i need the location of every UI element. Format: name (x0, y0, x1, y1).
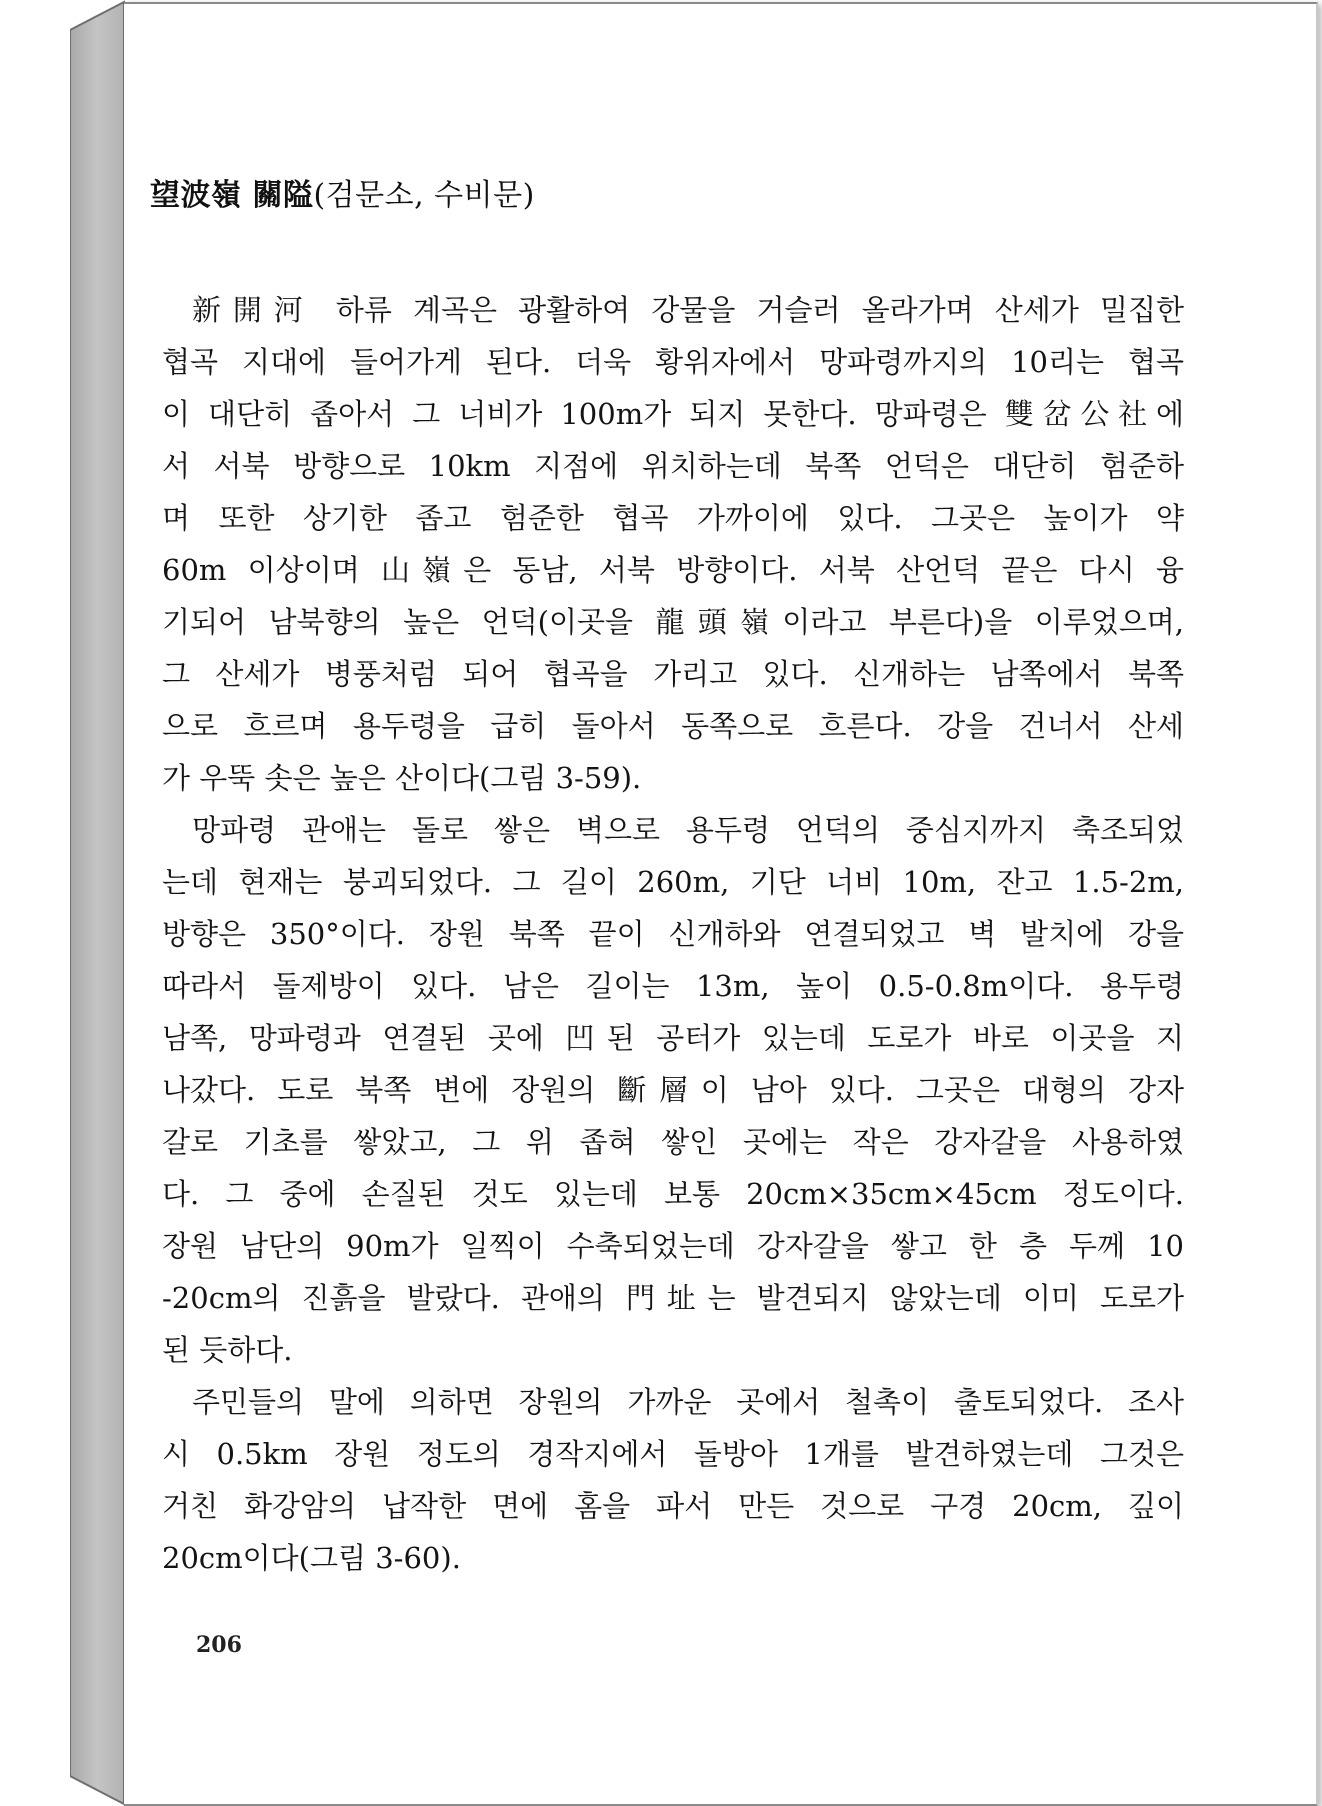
text-line: 방향은 350°이다. 장원 북쪽 끝이 신개하와 연결되었고 벽 발치에 강을 (162, 917, 1184, 951)
body-text (162, 284, 1184, 1584)
text-line: 된 듯하다. (162, 1333, 293, 1367)
text-line: 서 서북 방향으로 10km 지점에 위치하는데 북쪽 언덕은 대단히 험준하 (162, 449, 1184, 483)
text-line: 장원 남단의 90m가 일찍이 수축되었는데 강자갈을 쌓고 한 층 두께 10 (162, 1229, 1184, 1263)
text-line: 20cm이다(그림 3-60). (162, 1541, 461, 1575)
heading-hanja-title: 望波嶺 關隘 (150, 178, 314, 213)
text-line: 시 0.5km 장원 정도의 경작지에서 돌방아 1개를 발견하였는데 그것은 (162, 1437, 1184, 1471)
text-line: 60m 이상이며 山嶺은 동남, 서북 방향이다. 서북 산언덕 끝은 다시 융 (162, 553, 1184, 587)
page-number: 206 (196, 1632, 242, 1658)
text-line: 기되어 남북향의 높은 언덕(이곳을 龍頭嶺이라고 부른다)을 이루었으며, (162, 605, 1184, 639)
text-line: 며 또한 상기한 좁고 험준한 협곡 가까이에 있다. 그곳은 높이가 약 (162, 501, 1184, 535)
text-line: 이 대단히 좁아서 그 너비가 100m가 되지 못한다. 망파령은 雙岔公社에 (162, 397, 1184, 431)
text-line: -20cm의 진흙을 발랐다. 관애의 門址는 발견되지 않았는데 이미 도로가 (162, 1281, 1184, 1315)
text-line: 따라서 돌제방이 있다. 남은 길이는 13m, 높이 0.5-0.8m이다. 용두령 (162, 969, 1184, 1003)
text-line: 나갔다. 도로 북쪽 변에 장원의 斷層이 남아 있다. 그곳은 대형의 강자 (162, 1073, 1184, 1107)
book-spine (70, 0, 126, 1806)
text-line: 주민들의 말에 의하면 장원의 가까운 곳에서 철촉이 출토되었다. 조사 (192, 1385, 1184, 1419)
text-line: 망파령 관애는 돌로 쌓은 벽으로 용두령 언덕의 중심지까지 축조되었 (192, 813, 1184, 847)
paragraph (162, 1376, 1184, 1584)
text-line: 갈로 기초를 쌓았고, 그 위 좁혀 쌓인 곳에는 작은 강자갈을 사용하였 (162, 1125, 1184, 1159)
text-line: 그 산세가 병풍처럼 되어 협곡을 가리고 있다. 신개하는 남쪽에서 북쪽 (162, 657, 1184, 691)
text-line: 남쪽, 망파령과 연결된 곳에 凹된 공터가 있는데 도로가 바로 이곳을 지 (162, 1021, 1184, 1055)
text-line: 협곡 지대에 들어가게 된다. 더욱 황위자에서 망파령까지의 10리는 협곡 (162, 345, 1184, 379)
paragraph (162, 804, 1184, 1376)
section-heading (150, 170, 535, 214)
text-line: 거친 화강암의 납작한 면에 홈을 파서 만든 것으로 구경 20cm, 깊이 (162, 1489, 1184, 1523)
book-spine-shape (70, 0, 126, 1806)
text-line: 으로 흐르며 용두령을 급히 돌아서 동쪽으로 흐른다. 강을 건너서 산세 (162, 709, 1184, 743)
text-line: 는데 현재는 붕괴되었다. 그 길이 260m, 기단 너비 10m, 잔고 1.5-2m, (162, 865, 1184, 899)
text-line: 다. 그 중에 손질된 것도 있는데 보통 20cm×35cm×45cm 정도이다. (162, 1177, 1184, 1211)
heading-korean-subtitle: (검문소, 수비문) (313, 178, 535, 213)
text-line: 가 우뚝 솟은 높은 산이다(그림 3-59). (162, 761, 642, 795)
paragraph (162, 284, 1184, 804)
text-line: 新開河 하류 계곡은 광활하여 강물을 거슬러 올라가며 산세가 밀집한 (192, 293, 1184, 327)
